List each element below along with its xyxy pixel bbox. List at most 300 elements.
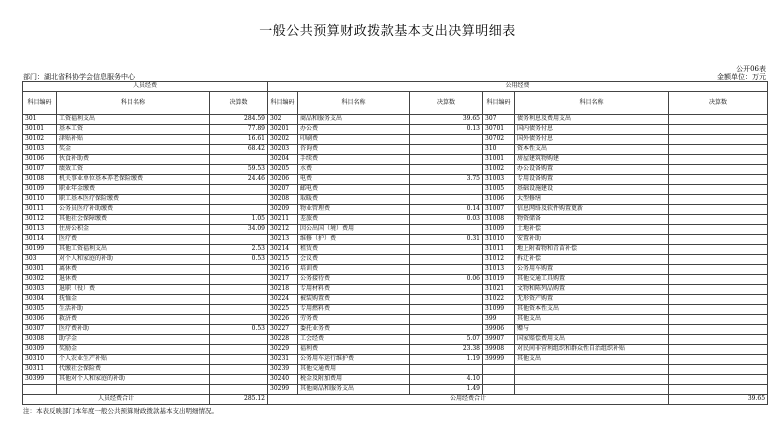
other-amount-cell <box>669 265 768 275</box>
public-code-cell: 30209 <box>268 205 298 215</box>
personnel-amount-cell <box>210 335 268 345</box>
personnel-code-cell: 30108 <box>23 175 57 185</box>
personnel-header: 人员经费 <box>23 82 268 92</box>
public-code-cell: 30224 <box>268 295 298 305</box>
other-code-cell: 31009 <box>483 225 515 235</box>
public-amount-cell: 23.38 <box>410 345 483 355</box>
public-amount-cell: 3.75 <box>410 175 483 185</box>
unit-label: 金额单位：万元 <box>717 73 766 81</box>
personnel-name-cell: 工资福利支出 <box>57 115 210 125</box>
col-name: 科目名称 <box>57 92 210 115</box>
public-name-cell: 培训费 <box>298 265 410 275</box>
table-row <box>23 315 768 325</box>
public-name-cell: 工会经费 <box>298 335 410 345</box>
public-amount-cell: 39.65 <box>410 115 483 125</box>
personnel-amount-cell <box>210 355 268 365</box>
other-amount-cell <box>669 285 768 295</box>
other-code-cell: 31021 <box>483 285 515 295</box>
table-row <box>23 375 768 385</box>
public-amount-cell: 0.31 <box>410 235 483 245</box>
personnel-name-cell: 奖励金 <box>57 345 210 355</box>
other-name-cell: 无形资产购置 <box>515 295 669 305</box>
table-row <box>23 175 768 185</box>
personnel-code-cell: 30304 <box>23 295 57 305</box>
public-name-cell: 邮电费 <box>298 185 410 195</box>
public-code-cell: 30299 <box>268 385 298 395</box>
public-code-cell: 30201 <box>268 125 298 135</box>
personnel-name-cell: 医疗费补助 <box>57 325 210 335</box>
personnel-amount-cell <box>210 205 268 215</box>
other-amount-cell <box>669 315 768 325</box>
personnel-total-value: 285.12 <box>210 395 268 405</box>
table-row <box>23 295 768 305</box>
public-code-cell: 30225 <box>268 305 298 315</box>
personnel-amount-cell <box>210 315 268 325</box>
personnel-name-cell: 住房公积金 <box>57 225 210 235</box>
other-amount-cell <box>669 385 768 395</box>
public-name-cell: 维修（护）费 <box>298 235 410 245</box>
public-name-cell: 租赁费 <box>298 245 410 255</box>
personnel-code-cell: 30114 <box>23 235 57 245</box>
public-amount-cell <box>410 165 483 175</box>
public-name-cell: 取暖费 <box>298 195 410 205</box>
public-amount-cell <box>410 325 483 335</box>
col-amount: 决算数 <box>410 92 483 115</box>
public-name-cell: 其他商品和服务支出 <box>298 385 410 395</box>
public-amount-cell <box>410 225 483 235</box>
personnel-name-cell: 生活补助 <box>57 305 210 315</box>
personnel-name-cell: 离休费 <box>57 265 210 275</box>
public-name-cell: 咨询费 <box>298 145 410 155</box>
other-amount-cell <box>669 365 768 375</box>
table-row <box>23 185 768 195</box>
public-code-cell: 30228 <box>268 335 298 345</box>
personnel-code-cell: 30102 <box>23 135 57 145</box>
personnel-name-cell: 对个人和家庭的补助 <box>57 255 210 265</box>
public-amount-cell <box>410 365 483 375</box>
form-code: 公开06表 <box>736 65 766 73</box>
public-name-cell: 委托业务费 <box>298 325 410 335</box>
table-row <box>23 195 768 205</box>
personnel-amount-cell: 16.61 <box>210 135 268 145</box>
public-name-cell: 会议费 <box>298 255 410 265</box>
other-code-cell: 39907 <box>483 335 515 345</box>
col-code: 科目编码 <box>23 92 57 115</box>
public-amount-cell <box>410 285 483 295</box>
other-amount-cell <box>669 205 768 215</box>
page-title: 一般公共预算财政拨款基本支出决算明细表 <box>259 24 516 39</box>
public-name-cell: 差旅费 <box>298 215 410 225</box>
public-total-value: 39.65 <box>669 395 768 405</box>
table-row <box>23 265 768 275</box>
public-code-cell: 30227 <box>268 325 298 335</box>
table-row <box>23 275 768 285</box>
personnel-code-cell: 30310 <box>23 355 57 365</box>
personnel-name-cell: 职工基本医疗保险缴费 <box>57 195 210 205</box>
public-amount-cell <box>410 195 483 205</box>
personnel-code-cell: 30309 <box>23 345 57 355</box>
other-code-cell: 30702 <box>483 135 515 145</box>
personnel-amount-cell: 59.53 <box>210 165 268 175</box>
public-amount-cell <box>410 265 483 275</box>
public-amount-cell <box>410 185 483 195</box>
table-row <box>23 145 768 155</box>
personnel-code-cell: 30101 <box>23 125 57 135</box>
other-amount-cell <box>669 235 768 245</box>
personnel-name-cell: 医疗费 <box>57 235 210 245</box>
personnel-amount-cell <box>210 275 268 285</box>
personnel-code-cell: 30110 <box>23 195 57 205</box>
other-amount-cell <box>669 225 768 235</box>
public-amount-cell <box>410 295 483 305</box>
table-row <box>23 225 768 235</box>
public-name-cell: 印刷费 <box>298 135 410 145</box>
personnel-name-cell: 其他对个人和家庭的补助 <box>57 375 210 385</box>
personnel-name-cell: 救济费 <box>57 315 210 325</box>
other-amount-cell <box>669 335 768 345</box>
personnel-amount-cell: 34.09 <box>210 225 268 235</box>
other-name-cell: 大型修缮 <box>515 195 669 205</box>
other-name-cell: 国内债务付息 <box>515 125 669 135</box>
public-code-cell: 30218 <box>268 285 298 295</box>
other-amount-cell <box>669 185 768 195</box>
public-amount-cell: 0.03 <box>410 215 483 225</box>
other-name-cell: 其他支出 <box>515 355 669 365</box>
personnel-total-label: 人员经费合计 <box>23 395 210 405</box>
other-code-cell: 39906 <box>483 325 515 335</box>
personnel-code-cell: 30107 <box>23 165 57 175</box>
personnel-code-cell <box>23 385 57 395</box>
col-amount: 决算数 <box>210 92 268 115</box>
personnel-name-cell <box>57 385 210 395</box>
other-code-cell: 399 <box>483 315 515 325</box>
personnel-code-cell: 301 <box>23 115 57 125</box>
personnel-code-cell: 30199 <box>23 245 57 255</box>
personnel-code-cell: 30305 <box>23 305 57 315</box>
public-amount-cell <box>410 315 483 325</box>
other-code-cell: 310 <box>483 145 515 155</box>
other-amount-cell <box>669 325 768 335</box>
personnel-amount-cell: 0.53 <box>210 255 268 265</box>
personnel-name-cell: 基本工资 <box>57 125 210 135</box>
public-name-cell: 专用材料费 <box>298 285 410 295</box>
other-code-cell: 31005 <box>483 185 515 195</box>
other-code-cell: 31010 <box>483 235 515 245</box>
personnel-name-cell: 津贴补贴 <box>57 135 210 145</box>
public-code-cell: 30203 <box>268 145 298 155</box>
public-amount-cell <box>410 135 483 145</box>
public-amount-cell: 0.06 <box>410 275 483 285</box>
other-name-cell: 拆迁补偿 <box>515 255 669 265</box>
other-name-cell: 对民间非营利组织和群众性自治组织补贴 <box>515 345 669 355</box>
other-code-cell: 31019 <box>483 275 515 285</box>
public-name-cell: 办公费 <box>298 125 410 135</box>
table-row <box>23 355 768 365</box>
public-amount-cell <box>410 305 483 315</box>
personnel-amount-cell <box>210 195 268 205</box>
public-amount-cell: 0.14 <box>410 205 483 215</box>
other-code-cell: 31007 <box>483 205 515 215</box>
table-row <box>23 255 768 265</box>
public-name-cell: 因公出国（境）费用 <box>298 225 410 235</box>
other-name-cell: 安置补助 <box>515 235 669 245</box>
other-name-cell: 国外债务付息 <box>515 135 669 145</box>
public-name-cell: 电费 <box>298 175 410 185</box>
personnel-name-cell: 其他社会保障缴费 <box>57 215 210 225</box>
public-code-cell: 30205 <box>268 165 298 175</box>
public-code-cell: 30207 <box>268 185 298 195</box>
other-name-cell: 国家赔偿费用支出 <box>515 335 669 345</box>
public-amount-cell: 0.13 <box>410 125 483 135</box>
public-code-cell: 30202 <box>268 135 298 145</box>
personnel-code-cell: 30302 <box>23 275 57 285</box>
other-amount-cell <box>669 155 768 165</box>
other-amount-cell <box>669 355 768 365</box>
other-amount-cell <box>669 345 768 355</box>
other-name-cell: 办公设备购置 <box>515 165 669 175</box>
personnel-code-cell: 30103 <box>23 145 57 155</box>
public-code-cell: 30239 <box>268 365 298 375</box>
personnel-code-cell: 30306 <box>23 315 57 325</box>
table-row <box>23 245 768 255</box>
other-amount-cell <box>669 215 768 225</box>
personnel-amount-cell <box>210 285 268 295</box>
public-name-cell: 专用燃料费 <box>298 305 410 315</box>
col-code: 科目编码 <box>483 92 515 115</box>
other-name-cell: 信息网络及软件购置更新 <box>515 205 669 215</box>
other-code-cell: 31001 <box>483 155 515 165</box>
public-amount-cell: 1.19 <box>410 355 483 365</box>
other-name-cell: 专用设备购置 <box>515 175 669 185</box>
personnel-code-cell: 30301 <box>23 265 57 275</box>
other-name-cell: 基础设施建设 <box>515 185 669 195</box>
other-name-cell: 公务用车购置 <box>515 265 669 275</box>
personnel-amount-cell: 284.59 <box>210 115 268 125</box>
personnel-name-cell: 绩效工资 <box>57 165 210 175</box>
public-code-cell: 30204 <box>268 155 298 165</box>
public-total-label: 公用经费合计 <box>268 395 669 405</box>
col-name: 科目名称 <box>298 92 410 115</box>
table-row <box>23 385 768 395</box>
personnel-code-cell: 30303 <box>23 285 57 295</box>
col-code: 科目编码 <box>268 92 298 115</box>
other-name-cell: 债务利息及费用支出 <box>515 115 669 125</box>
personnel-name-cell: 退休费 <box>57 275 210 285</box>
personnel-name-cell: 抚恤金 <box>57 295 210 305</box>
personnel-amount-cell <box>210 385 268 395</box>
other-code-cell: 31011 <box>483 245 515 255</box>
personnel-amount-cell <box>210 375 268 385</box>
public-name-cell: 税金及附加费用 <box>298 375 410 385</box>
personnel-name-cell: 机关事业单位基本养老保险缴费 <box>57 175 210 185</box>
personnel-code-cell: 30106 <box>23 155 57 165</box>
personnel-name-cell: 伙食补助费 <box>57 155 210 165</box>
personnel-code-cell: 30109 <box>23 185 57 195</box>
public-header: 公用经费 <box>268 82 768 92</box>
other-code-cell: 31008 <box>483 215 515 225</box>
table-row <box>23 125 768 135</box>
table-row <box>23 285 768 295</box>
other-code-cell: 307 <box>483 115 515 125</box>
other-amount-cell <box>669 115 768 125</box>
other-amount-cell <box>669 195 768 205</box>
table-note: 注：本表反映部门本年度一般公共预算财政拨款基本支出明细情况。 <box>23 407 218 415</box>
other-name-cell: 物资储备 <box>515 215 669 225</box>
other-code-cell: 39908 <box>483 345 515 355</box>
personnel-code-cell: 30307 <box>23 325 57 335</box>
other-name-cell <box>515 385 669 395</box>
other-amount-cell <box>669 305 768 315</box>
public-code-cell: 30213 <box>268 235 298 245</box>
other-name-cell: 土地补偿 <box>515 225 669 235</box>
public-name-cell: 其他交通费用 <box>298 365 410 375</box>
public-code-cell: 30229 <box>268 345 298 355</box>
personnel-code-cell: 30113 <box>23 225 57 235</box>
other-code-cell: 30701 <box>483 125 515 135</box>
table-row <box>23 325 768 335</box>
other-name-cell <box>515 365 669 375</box>
public-amount-cell: 1.49 <box>410 385 483 395</box>
table-row <box>23 235 768 245</box>
public-amount-cell <box>410 155 483 165</box>
personnel-code-cell: 30311 <box>23 365 57 375</box>
public-code-cell: 30214 <box>268 245 298 255</box>
table-row <box>23 155 768 165</box>
other-code-cell: 31012 <box>483 255 515 265</box>
personnel-amount-cell: 77.89 <box>210 125 268 135</box>
public-code-cell: 302 <box>268 115 298 125</box>
personnel-amount-cell <box>210 265 268 275</box>
other-name-cell: 其他交通工具购置 <box>515 275 669 285</box>
col-amount: 决算数 <box>669 92 768 115</box>
personnel-code-cell: 30111 <box>23 205 57 215</box>
personnel-amount-cell: 24.46 <box>210 175 268 185</box>
personnel-code-cell: 30112 <box>23 215 57 225</box>
personnel-amount-cell: 68.42 <box>210 145 268 155</box>
public-amount-cell: 4.10 <box>410 375 483 385</box>
table-row <box>23 115 768 125</box>
personnel-name-cell: 退职（役）费 <box>57 285 210 295</box>
public-code-cell: 30231 <box>268 355 298 365</box>
public-name-cell: 公务用车运行维护费 <box>298 355 410 365</box>
table-row <box>23 305 768 315</box>
personnel-name-cell: 其他工资福利支出 <box>57 245 210 255</box>
public-name-cell: 劳务费 <box>298 315 410 325</box>
public-code-cell: 30215 <box>268 255 298 265</box>
other-code-cell: 31013 <box>483 265 515 275</box>
other-name-cell: 地上附着物和青苗补偿 <box>515 245 669 255</box>
other-code-cell: 39999 <box>483 355 515 365</box>
public-amount-cell <box>410 145 483 155</box>
personnel-name-cell: 奖金 <box>57 145 210 155</box>
public-name-cell: 商品和服务支出 <box>298 115 410 125</box>
public-code-cell: 30208 <box>268 195 298 205</box>
other-code-cell: 31022 <box>483 295 515 305</box>
public-code-cell: 30240 <box>268 375 298 385</box>
other-amount-cell <box>669 125 768 135</box>
public-amount-cell <box>410 245 483 255</box>
public-name-cell: 福利费 <box>298 345 410 355</box>
personnel-amount-cell <box>210 235 268 245</box>
personnel-name-cell: 代缴社会保险费 <box>57 365 210 375</box>
public-name-cell: 被装购置费 <box>298 295 410 305</box>
public-amount-cell: 5.07 <box>410 335 483 345</box>
public-code-cell: 30206 <box>268 175 298 185</box>
public-code-cell: 30211 <box>268 215 298 225</box>
other-name-cell: 文物和陈列品购置 <box>515 285 669 295</box>
table-row <box>23 335 768 345</box>
personnel-name-cell: 个人农业生产补贴 <box>57 355 210 365</box>
other-amount-cell <box>669 135 768 145</box>
personnel-amount-cell: 0.53 <box>210 325 268 335</box>
other-code-cell: 31006 <box>483 195 515 205</box>
other-name-cell: 其他支出 <box>515 315 669 325</box>
personnel-amount-cell <box>210 155 268 165</box>
table-row <box>23 215 768 225</box>
col-name: 科目名称 <box>515 92 669 115</box>
other-name-cell: 房屋建筑物购建 <box>515 155 669 165</box>
public-name-cell: 水费 <box>298 165 410 175</box>
personnel-name-cell: 公务员医疗补助缴费 <box>57 205 210 215</box>
other-code-cell: 31002 <box>483 165 515 175</box>
other-code-cell <box>483 365 515 375</box>
other-amount-cell <box>669 295 768 305</box>
personnel-name-cell: 职业年金缴费 <box>57 185 210 195</box>
public-name-cell: 物业管理费 <box>298 205 410 215</box>
personnel-amount-cell: 1.05 <box>210 215 268 225</box>
other-name-cell: 其他资本性支出 <box>515 305 669 315</box>
personnel-code-cell: 30308 <box>23 335 57 345</box>
personnel-amount-cell <box>210 185 268 195</box>
table-row <box>23 135 768 145</box>
expenditure-table <box>22 81 768 405</box>
personnel-name-cell: 助学金 <box>57 335 210 345</box>
other-amount-cell <box>669 245 768 255</box>
other-code-cell: 31003 <box>483 175 515 185</box>
personnel-amount-cell <box>210 345 268 355</box>
other-code-cell <box>483 385 515 395</box>
other-name-cell <box>515 375 669 385</box>
other-code-cell: 31099 <box>483 305 515 315</box>
other-amount-cell <box>669 275 768 285</box>
public-name-cell: 手续费 <box>298 155 410 165</box>
personnel-amount-cell <box>210 305 268 315</box>
public-code-cell: 30226 <box>268 315 298 325</box>
personnel-code-cell: 30399 <box>23 375 57 385</box>
public-amount-cell <box>410 255 483 265</box>
table-row <box>23 165 768 175</box>
department-label: 部门：湖北省科协学会信息服务中心 <box>23 73 135 81</box>
other-amount-cell <box>669 145 768 155</box>
table-row <box>23 365 768 375</box>
other-amount-cell <box>669 165 768 175</box>
other-amount-cell <box>669 255 768 265</box>
personnel-code-cell: 303 <box>23 255 57 265</box>
other-name-cell: 资本性支出 <box>515 145 669 155</box>
other-amount-cell <box>669 175 768 185</box>
other-amount-cell <box>669 375 768 385</box>
public-code-cell: 30217 <box>268 275 298 285</box>
personnel-amount-cell: 2.53 <box>210 245 268 255</box>
table-row <box>23 205 768 215</box>
personnel-amount-cell <box>210 365 268 375</box>
public-code-cell: 30212 <box>268 225 298 235</box>
other-code-cell <box>483 375 515 385</box>
public-code-cell: 30216 <box>268 265 298 275</box>
table-row <box>23 345 768 355</box>
public-name-cell: 公务接待费 <box>298 275 410 285</box>
other-name-cell: 赠与 <box>515 325 669 335</box>
